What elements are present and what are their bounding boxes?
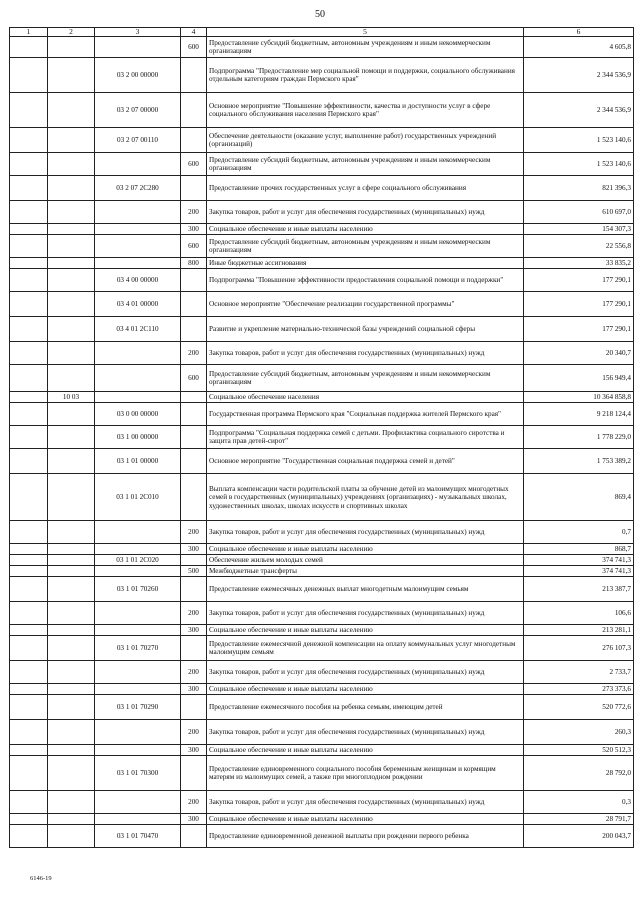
- subsection-cell: [48, 153, 95, 176]
- target-article-cell: 03 1 01 00000: [95, 449, 181, 474]
- table-row: [10, 695, 634, 720]
- subsection-cell: [48, 128, 95, 153]
- subsection-cell: [48, 269, 95, 292]
- expense-type-cell: [181, 825, 207, 848]
- description-cell: Основное мероприятие "Обеспечение реализации государственной программы": [207, 292, 524, 317]
- subsection-cell: [48, 814, 95, 825]
- target-article-cell: 03 4 00 00000: [95, 269, 181, 292]
- amount-cell: 1 778 229,0: [524, 426, 634, 449]
- table-row: [10, 825, 634, 848]
- section-cell: [10, 235, 48, 258]
- description-cell: Социальное обеспечение и иные выплаты населению: [207, 625, 524, 636]
- target-article-cell: 03 1 01 70470: [95, 825, 181, 848]
- section-cell: [10, 176, 48, 201]
- subsection-cell: [48, 292, 95, 317]
- description-cell: Закупка товаров, работ и услуг для обеспечения государственных (муниципальных) нужд: [207, 521, 524, 544]
- target-article-cell: 03 1 01 2С010: [95, 474, 181, 521]
- subsection-cell: [48, 661, 95, 684]
- table-row: [10, 58, 634, 93]
- section-cell: [10, 224, 48, 235]
- expense-type-cell: 600: [181, 153, 207, 176]
- amount-cell: 1 523 140,6: [524, 128, 634, 153]
- subsection-cell: [48, 636, 95, 661]
- subsection-cell: [48, 37, 95, 58]
- table-row: [10, 756, 634, 791]
- description-cell: Закупка товаров, работ и услуг для обеспечения государственных (муниципальных) нужд: [207, 720, 524, 745]
- target-article-cell: [95, 37, 181, 58]
- section-cell: [10, 392, 48, 403]
- amount-cell: 156 949,4: [524, 365, 634, 392]
- amount-cell: 177 290,1: [524, 292, 634, 317]
- description-cell: Социальное обеспечение и иные выплаты населению: [207, 745, 524, 756]
- section-cell: [10, 403, 48, 426]
- description-cell: Предоставление субсидий бюджетным, автономным учреждениям и иным некоммерческим организациям: [207, 365, 524, 392]
- section-cell: [10, 201, 48, 224]
- description-cell: Социальное обеспечение и иные выплаты населению: [207, 684, 524, 695]
- table-row: [10, 625, 634, 636]
- target-article-cell: [95, 365, 181, 392]
- table-row: [10, 37, 634, 58]
- section-cell: [10, 625, 48, 636]
- table-row: [10, 521, 634, 544]
- amount-cell: 2 733,7: [524, 661, 634, 684]
- target-article-cell: 03 1 01 70260: [95, 577, 181, 602]
- expense-type-cell: [181, 555, 207, 566]
- section-cell: [10, 555, 48, 566]
- amount-cell: 0,3: [524, 791, 634, 814]
- expense-type-cell: [181, 577, 207, 602]
- description-cell: Предоставление субсидий бюджетным, автономным учреждениям и иным некоммерческим организациям: [207, 235, 524, 258]
- section-cell: [10, 544, 48, 555]
- table-row: [10, 791, 634, 814]
- table-row: [10, 577, 634, 602]
- section-cell: [10, 342, 48, 365]
- expense-type-cell: 800: [181, 258, 207, 269]
- table-row: [10, 426, 634, 449]
- amount-cell: 28 791,7: [524, 814, 634, 825]
- section-cell: [10, 365, 48, 392]
- amount-cell: 374 741,3: [524, 555, 634, 566]
- expense-type-cell: 300: [181, 224, 207, 235]
- header-cell: 3: [95, 28, 181, 37]
- description-cell: Закупка товаров, работ и услуг для обеспечения государственных (муниципальных) нужд: [207, 661, 524, 684]
- subsection-cell: [48, 258, 95, 269]
- expense-type-cell: 200: [181, 720, 207, 745]
- expense-type-cell: 200: [181, 791, 207, 814]
- description-cell: Подпрограмма "Повышение эффективности предоставления социальной помощи и поддержки": [207, 269, 524, 292]
- subsection-cell: [48, 745, 95, 756]
- subsection-cell: [48, 521, 95, 544]
- subsection-cell: [48, 224, 95, 235]
- section-cell: [10, 269, 48, 292]
- expense-type-cell: [181, 426, 207, 449]
- description-cell: Предоставление ежемесячного пособия на ребенка семьям, имеющим детей: [207, 695, 524, 720]
- table-row: [10, 720, 634, 745]
- expense-type-cell: 300: [181, 814, 207, 825]
- description-cell: Обеспечение деятельности (оказание услуг, выполнение работ) государственных учреждений (организаций): [207, 128, 524, 153]
- target-article-cell: [95, 720, 181, 745]
- target-article-cell: 03 4 01 2С110: [95, 317, 181, 342]
- expense-type-cell: 500: [181, 566, 207, 577]
- expense-type-cell: 200: [181, 201, 207, 224]
- expense-type-cell: 200: [181, 661, 207, 684]
- description-cell: Закупка товаров, работ и услуг для обеспечения государственных (муниципальных) нужд: [207, 602, 524, 625]
- table-row: [10, 474, 634, 521]
- subsection-cell: 10 03: [48, 392, 95, 403]
- description-cell: Предоставление субсидий бюджетным, автономным учреждениям и иным некоммерческим организациям: [207, 37, 524, 58]
- target-article-cell: [95, 684, 181, 695]
- description-cell: Выплата компенсации части родительской платы за обучение детей из малоимущих многодетных семей в государственных (муниципальных) учреждениях (организациях) - музыкальных школах, художественных школах, школах искусств и спортивных школах: [207, 474, 524, 521]
- target-article-cell: 03 1 01 70270: [95, 636, 181, 661]
- description-cell: Предоставление субсидий бюджетным, автономным учреждениям и иным некоммерческим организациям: [207, 153, 524, 176]
- target-article-cell: [95, 745, 181, 756]
- subsection-cell: [48, 426, 95, 449]
- budget-table: [9, 27, 634, 848]
- target-article-cell: 03 4 01 00000: [95, 292, 181, 317]
- target-article-cell: [95, 602, 181, 625]
- expense-type-cell: [181, 58, 207, 93]
- target-article-cell: 03 1 01 70300: [95, 756, 181, 791]
- description-cell: Основное мероприятие "Повышение эффективности, качества и доступности услуг в сфере социального обслуживания населения Пермского края": [207, 93, 524, 128]
- table-row: [10, 269, 634, 292]
- table-row: [10, 661, 634, 684]
- target-article-cell: [95, 258, 181, 269]
- target-article-cell: 03 1 01 70290: [95, 695, 181, 720]
- amount-cell: 2 344 536,9: [524, 58, 634, 93]
- table-row: [10, 235, 634, 258]
- amount-cell: 273 373,6: [524, 684, 634, 695]
- amount-cell: 213 387,7: [524, 577, 634, 602]
- table-row: [10, 745, 634, 756]
- description-cell: Развитие и укрепление материально-технической базы учреждений социальной сферы: [207, 317, 524, 342]
- amount-cell: 28 792,0: [524, 756, 634, 791]
- table-row: [10, 317, 634, 342]
- description-cell: Предоставление единовременного социального пособия беременным женщинам и кормящим матерям из малоимущих семей, а также при многоплодном рождении: [207, 756, 524, 791]
- subsection-cell: [48, 365, 95, 392]
- amount-cell: 177 290,1: [524, 317, 634, 342]
- amount-cell: 520 772,6: [524, 695, 634, 720]
- amount-cell: 1 753 389,2: [524, 449, 634, 474]
- description-cell: Подпрограмма "Социальная поддержка семей с детьми. Профилактика социального сиротства и защита прав детей-сирот": [207, 426, 524, 449]
- subsection-cell: [48, 825, 95, 848]
- amount-cell: 154 307,3: [524, 224, 634, 235]
- section-cell: [10, 684, 48, 695]
- amount-cell: 374 741,3: [524, 566, 634, 577]
- expense-type-cell: [181, 93, 207, 128]
- expense-type-cell: 200: [181, 521, 207, 544]
- section-cell: [10, 602, 48, 625]
- expense-type-cell: 300: [181, 684, 207, 695]
- target-article-cell: [95, 566, 181, 577]
- target-article-cell: 03 2 07 2С280: [95, 176, 181, 201]
- expense-type-cell: 600: [181, 235, 207, 258]
- section-cell: [10, 695, 48, 720]
- target-article-cell: [95, 224, 181, 235]
- description-cell: Основное мероприятие "Государственная социальная поддержка семей и детей": [207, 449, 524, 474]
- section-cell: [10, 720, 48, 745]
- section-cell: [10, 317, 48, 342]
- amount-cell: 868,7: [524, 544, 634, 555]
- section-cell: [10, 566, 48, 577]
- table-row: [10, 566, 634, 577]
- subsection-cell: [48, 577, 95, 602]
- subsection-cell: [48, 474, 95, 521]
- table-row: [10, 128, 634, 153]
- amount-cell: 821 396,3: [524, 176, 634, 201]
- table-row: [10, 153, 634, 176]
- subsection-cell: [48, 720, 95, 745]
- expense-type-cell: [181, 292, 207, 317]
- section-cell: [10, 37, 48, 58]
- header-cell: 1: [10, 28, 48, 37]
- table-row: [10, 392, 634, 403]
- amount-cell: 33 835,2: [524, 258, 634, 269]
- expense-type-cell: 300: [181, 745, 207, 756]
- expense-type-cell: 200: [181, 602, 207, 625]
- expense-type-cell: 200: [181, 342, 207, 365]
- table-row: [10, 814, 634, 825]
- section-cell: [10, 756, 48, 791]
- subsection-cell: [48, 317, 95, 342]
- subsection-cell: [48, 342, 95, 365]
- subsection-cell: [48, 235, 95, 258]
- header-cell: 6: [524, 28, 634, 37]
- subsection-cell: [48, 625, 95, 636]
- table-row: [10, 342, 634, 365]
- description-cell: Государственная программа Пермского края "Социальная поддержка жителей Пермского края": [207, 403, 524, 426]
- description-cell: Предоставление прочих государственных услуг в сфере социального обслуживания: [207, 176, 524, 201]
- description-cell: Подпрограмма "Предоставление мер социальной помощи и поддержки, социального обслуживания отдельным категориям граждан Пермского края": [207, 58, 524, 93]
- page-number: 50: [315, 9, 325, 20]
- target-article-cell: [95, 814, 181, 825]
- target-article-cell: 03 2 07 00110: [95, 128, 181, 153]
- expense-type-cell: [181, 756, 207, 791]
- table-row: [10, 292, 634, 317]
- target-article-cell: 03 2 07 00000: [95, 93, 181, 128]
- target-article-cell: 03 1 01 2С020: [95, 555, 181, 566]
- expense-type-cell: 300: [181, 625, 207, 636]
- section-cell: [10, 661, 48, 684]
- expense-type-cell: [181, 392, 207, 403]
- section-cell: [10, 258, 48, 269]
- table-row: [10, 555, 634, 566]
- subsection-cell: [48, 602, 95, 625]
- target-article-cell: 03 1 00 00000: [95, 426, 181, 449]
- section-cell: [10, 426, 48, 449]
- section-cell: [10, 791, 48, 814]
- expense-type-cell: 600: [181, 365, 207, 392]
- description-cell: Закупка товаров, работ и услуг для обеспечения государственных (муниципальных) нужд: [207, 342, 524, 365]
- target-article-cell: 03 0 00 00000: [95, 403, 181, 426]
- amount-cell: 520 512,3: [524, 745, 634, 756]
- table-row: [10, 602, 634, 625]
- description-cell: Межбюджетные трансферты: [207, 566, 524, 577]
- amount-cell: 610 697,0: [524, 201, 634, 224]
- amount-cell: 260,3: [524, 720, 634, 745]
- amount-cell: 1 523 140,6: [524, 153, 634, 176]
- subsection-cell: [48, 403, 95, 426]
- amount-cell: 276 107,3: [524, 636, 634, 661]
- subsection-cell: [48, 695, 95, 720]
- expense-type-cell: [181, 474, 207, 521]
- target-article-cell: [95, 342, 181, 365]
- target-article-cell: 03 2 00 00000: [95, 58, 181, 93]
- expense-type-cell: [181, 403, 207, 426]
- section-cell: [10, 577, 48, 602]
- subsection-cell: [48, 756, 95, 791]
- target-article-cell: [95, 791, 181, 814]
- subsection-cell: [48, 566, 95, 577]
- subsection-cell: [48, 58, 95, 93]
- amount-cell: 177 290,1: [524, 269, 634, 292]
- table-row: [10, 224, 634, 235]
- amount-cell: 9 218 124,4: [524, 403, 634, 426]
- subsection-cell: [48, 684, 95, 695]
- header-cell: 4: [181, 28, 207, 37]
- amount-cell: 0,7: [524, 521, 634, 544]
- footer-code: 6146-19: [30, 875, 52, 882]
- table-row: [10, 684, 634, 695]
- expense-type-cell: [181, 317, 207, 342]
- target-article-cell: [95, 625, 181, 636]
- expense-type-cell: [181, 176, 207, 201]
- target-article-cell: [95, 235, 181, 258]
- table-row: [10, 365, 634, 392]
- expense-type-cell: [181, 695, 207, 720]
- expense-type-cell: 600: [181, 37, 207, 58]
- description-cell: Социальное обеспечение населения: [207, 392, 524, 403]
- section-cell: [10, 128, 48, 153]
- target-article-cell: [95, 544, 181, 555]
- table-header-row: [10, 28, 634, 37]
- description-cell: Социальное обеспечение и иные выплаты населению: [207, 224, 524, 235]
- description-cell: Иные бюджетные ассигнования: [207, 258, 524, 269]
- table-row: [10, 544, 634, 555]
- section-cell: [10, 521, 48, 544]
- header-cell: 2: [48, 28, 95, 37]
- section-cell: [10, 292, 48, 317]
- table-row: [10, 93, 634, 128]
- table-row: [10, 201, 634, 224]
- amount-cell: 10 364 858,8: [524, 392, 634, 403]
- table-row: [10, 258, 634, 269]
- section-cell: [10, 474, 48, 521]
- section-cell: [10, 58, 48, 93]
- subsection-cell: [48, 555, 95, 566]
- description-cell: Обеспечение жильем молодых семей: [207, 555, 524, 566]
- table-row: [10, 176, 634, 201]
- expense-type-cell: [181, 449, 207, 474]
- section-cell: [10, 93, 48, 128]
- description-cell: Предоставление ежемесячных денежных выплат многодетным малоимущим семьям: [207, 577, 524, 602]
- amount-cell: 2 344 536,9: [524, 93, 634, 128]
- expense-type-cell: [181, 128, 207, 153]
- amount-cell: 200 043,7: [524, 825, 634, 848]
- description-cell: Социальное обеспечение и иные выплаты населению: [207, 544, 524, 555]
- section-cell: [10, 825, 48, 848]
- section-cell: [10, 745, 48, 756]
- subsection-cell: [48, 176, 95, 201]
- target-article-cell: [95, 661, 181, 684]
- expense-type-cell: 300: [181, 544, 207, 555]
- section-cell: [10, 636, 48, 661]
- table-row: [10, 403, 634, 426]
- subsection-cell: [48, 791, 95, 814]
- description-cell: Социальное обеспечение и иные выплаты населению: [207, 814, 524, 825]
- expense-type-cell: [181, 636, 207, 661]
- description-cell: Закупка товаров, работ и услуг для обеспечения государственных (муниципальных) нужд: [207, 791, 524, 814]
- target-article-cell: [95, 201, 181, 224]
- amount-cell: 213 281,1: [524, 625, 634, 636]
- section-cell: [10, 449, 48, 474]
- subsection-cell: [48, 544, 95, 555]
- target-article-cell: [95, 521, 181, 544]
- description-cell: Предоставление ежемесячной денежной компенсации на оплату коммунальных услуг многодетным малоимущим семьям: [207, 636, 524, 661]
- target-article-cell: [95, 392, 181, 403]
- subsection-cell: [48, 449, 95, 474]
- amount-cell: 4 605,8: [524, 37, 634, 58]
- subsection-cell: [48, 93, 95, 128]
- amount-cell: 869,4: [524, 474, 634, 521]
- amount-cell: 20 340,7: [524, 342, 634, 365]
- table-row: [10, 636, 634, 661]
- target-article-cell: [95, 153, 181, 176]
- subsection-cell: [48, 201, 95, 224]
- description-cell: Закупка товаров, работ и услуг для обеспечения государственных (муниципальных) нужд: [207, 201, 524, 224]
- section-cell: [10, 153, 48, 176]
- section-cell: [10, 814, 48, 825]
- table-row: [10, 449, 634, 474]
- amount-cell: 22 556,8: [524, 235, 634, 258]
- amount-cell: 106,6: [524, 602, 634, 625]
- header-cell: 5: [207, 28, 524, 37]
- description-cell: Предоставление единовременной денежной выплаты при рождении первого ребенка: [207, 825, 524, 848]
- expense-type-cell: [181, 269, 207, 292]
